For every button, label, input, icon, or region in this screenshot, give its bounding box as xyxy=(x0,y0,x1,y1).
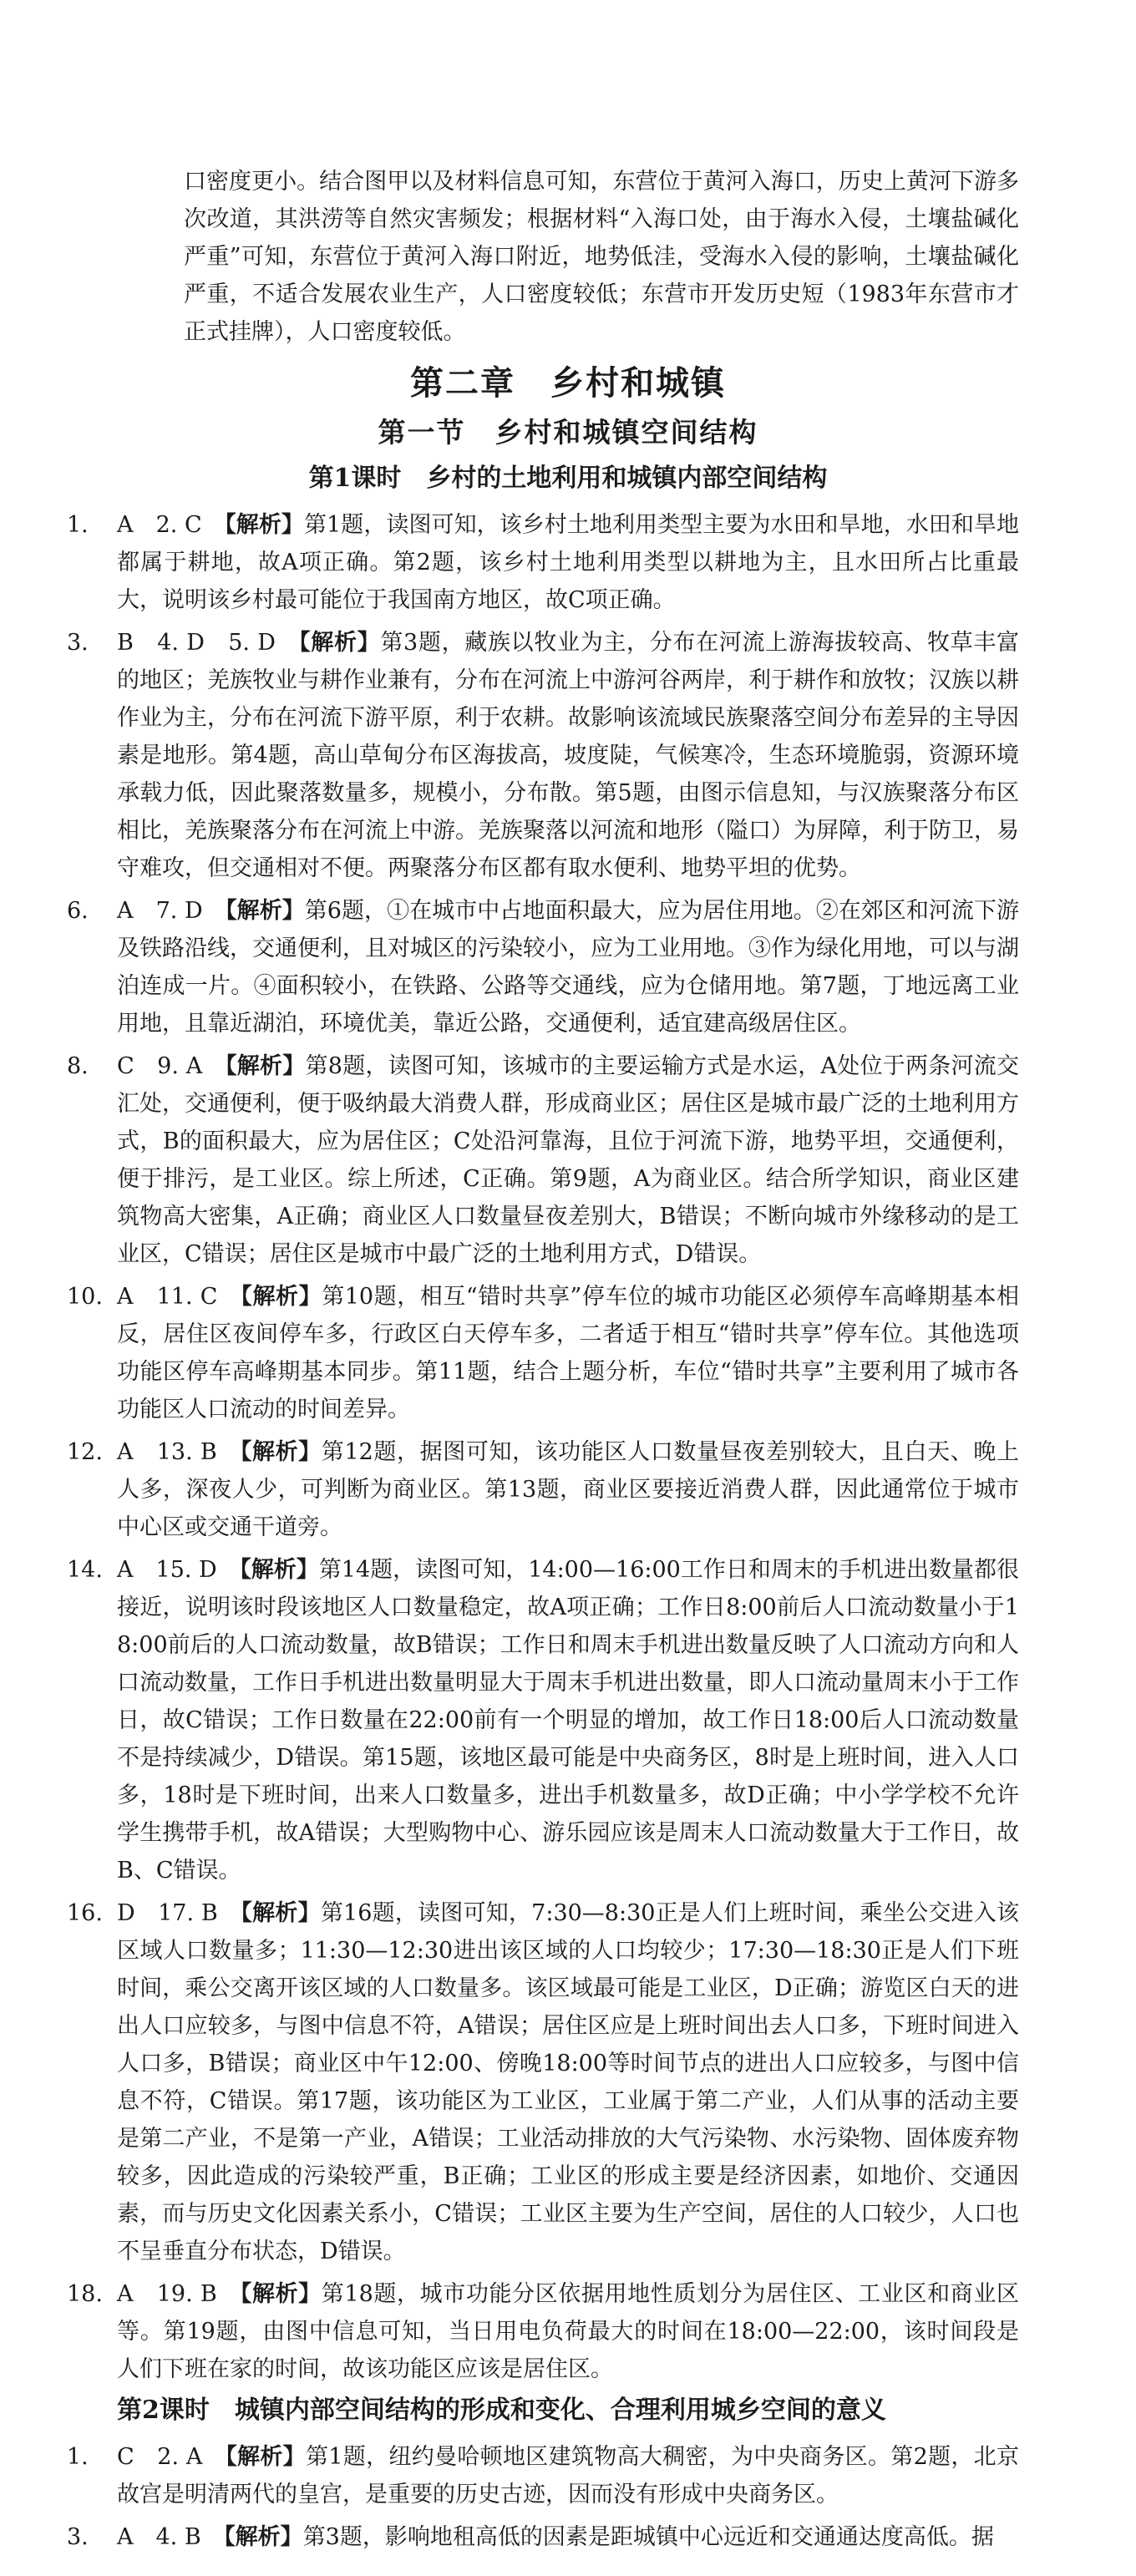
item-explanation: 第1题，读图可知，该乡村土地利用类型主要为水田和旱地，水田和旱地都属于耕地，故A项正确。第2题，该乡村土地利用类型以耕地为主，且水田所占比重最大，说明该乡村最可能位于我国南方地区，故C项正确。 xyxy=(117,512,1019,613)
item-explanation: 第12题，据图可知，该功能区人口数量昼夜差别较大，且白天、晚上人多，深夜人少，可判断为商业区。第13题，商业区要接近消费人群，因此通常位于城市中心区或交通干道旁。 xyxy=(117,1439,1019,1540)
item-number: 18. xyxy=(67,2281,103,2307)
lesson-1-answers xyxy=(67,506,1069,2388)
answer-item xyxy=(67,1047,1069,1273)
item-explanation: 第6题，①在城市中占地面积最大，应为居住用地。②在郊区和河流下游及铁路沿线，交通便利，且对城区的污染较小，应为工业用地。③作为绿化用地，可以与湖泊连成一片。④面积较小，在铁路、公路等交通线，应为仓储用地。第7题，丁地远离工业用地，且靠近湖泊，环境优美，靠近公路，交通便利，适宜建高级居住区。 xyxy=(117,898,1019,1037)
answer-item xyxy=(67,2438,1069,2513)
answer-page xyxy=(0,163,1136,2576)
analysis-tag: 【解析】 xyxy=(213,512,304,538)
item-number: 3. xyxy=(67,630,89,656)
item-explanation: 第10题，相互“错时共享”停车位的城市功能区必须停车高峰期基本相反，居住区夜间停车多，行政区白天停车多，二者适于相互“错时共享”停车位。其他选项功能区停车高峰期基本同步。第11题，结合上题分析，车位“错时共享”主要利用了城市各功能区人口流动的时间差异。 xyxy=(117,1284,1019,1422)
item-number: 8. xyxy=(67,1053,89,1079)
item-explanation: 第1题，纽约曼哈顿地区建筑物高大稠密，为中央商务区。第2题，北京故宫是明清两代的皇宫，是重要的历史古迹，因而没有形成中央商务区。 xyxy=(117,2444,1019,2508)
item-explanation: 第3题，影响地租高低的因素是距城镇中心远近和交通通达度高低。据 xyxy=(302,2524,994,2550)
item-answers: C 2. A xyxy=(117,2444,203,2470)
analysis-tag: 【解析】 xyxy=(214,898,305,924)
item-body xyxy=(117,2518,1069,2556)
item-explanation: 第3题，藏族以牧业为主，分布在河流上游海拔较高、牧草丰富的地区；羌族牧业与耕作业兼有，分布在河流上中游河谷两岸，利于耕作和放牧；汉族以耕作业为主，分布在河流下游平原，利于农耕。故影响该流域民族聚落空间分布差异的主导因素是地形。第4题，高山草甸分布区海拔高，坡度陡，气候寒冷，生态环境脆弱，资源环境承载力低，因此聚落数量多，规模小，分布散。第5题，由图示信息知，与汉族聚落分布区相比，羌族聚落分布在河流上中游。羌族聚落以河流和地形（隘口）为屏障，利于防卫，易守难攻，但交通相对不便。两聚落分布区都有取水便利、地势平坦的优势。 xyxy=(117,630,1019,881)
item-explanation: 第14题，读图可知，14:00—16:00工作日和周末的手机进出数量都很接近，说明该时段该地区人口数量稳定，故A项正确；工作日8:00前后人口流动数量小于18:00前后的人口流动数量，故B错误；工作日和周末手机进出数量反映了人口流动方向和人口流动数量，工作日手机进出数量明显大于周末手机进出数量，即人口流动量周末小于工作日，故C错误；工作日数量在22:00前有一个明显的增加，故工作日18:00后人口流动数量不是持续减少，D错误。第15题，该地区最可能是中央商务区，8时是上班时间，进入人口多，18时是下班时间，出来人口数量多，进出手机数量多，故D正确；中小学学校不允许学生携带手机，故A错误；大型购物中心、游乐园应该是周末人口流动数量大于工作日，故B、C错误。 xyxy=(117,1557,1019,1884)
answer-item xyxy=(67,1433,1069,1546)
item-explanation: 第16题，读图可知，7:30—8:30正是人们上班时间，乘坐公交进入该区域人口数量多；11:30—12:30进出该区域的人口均较少；17:30—18:30正是人们下班时间，乘公交离开该区域的人口数量多。该区域最可能是工业区，D正确；游览区白天的进出人口应较多，与图中信息不符，A错误；居住区应是上班时间出去人口多，下班时间进入人口多，B错误；商业区中午12:00、傍晚18:00等时间节点的进出人口应较多，与图中信息不符，C错误。第17题，该功能区为工业区，工业属于第二产业，人们从事的活动主要是第二产业，不是第一产业，A错误；工业活动排放的大气污染物、水污染物、固体废弃物较多，因此造成的污染较严重，B正确；工业区的形成主要是经济因素，如地价、交通因素，而与历史文化因素关系小，C错误；工业区主要为生产空间，居住的人口较少，人口也不呈垂直分布状态，D错误。 xyxy=(117,1900,1020,2264)
item-number: 12. xyxy=(67,1439,103,1465)
analysis-tag: 【解析】 xyxy=(229,1284,322,1310)
chapter-title: 第二章 乡村和城镇 xyxy=(410,364,726,403)
intro-paragraph: 口密度更小。结合图甲以及材料信息可知，东营位于黄河入海口，历史上黄河下游多次改道，其洪涝等自然灾害频发；根据材料“入海口处，由于海水入侵，土壤盐碱化严重”可知，东营位于黄河入海口附近，地势低洼，受海水入侵的影响，土壤盐碱化严重，不适合发展农业生产，人口密度较低；东营市开发历史短（1983年东营市才正式挂牌），人口密度较低。 xyxy=(184,169,1019,345)
analysis-tag: 【解析】 xyxy=(214,2444,306,2470)
item-body xyxy=(117,1278,1069,1428)
answer-item xyxy=(67,1551,1069,1889)
item-body xyxy=(117,2438,1069,2513)
lesson-1-title: 第1课时 乡村的土地利用和城镇内部空间结构 xyxy=(308,464,828,493)
item-explanation: 第18题，城市功能分区依据用地性质划分为居住区、工业区和商业区等。第19题，由图中信息可知，当日用电负荷最大的时间在18:00—22:00，该时间段是人们下班在家的时间，故该功能区应该是居住区。 xyxy=(117,2281,1019,2382)
item-number: 3. xyxy=(67,2524,89,2550)
answer-item xyxy=(67,2518,1069,2556)
analysis-tag: 【解析】 xyxy=(214,1053,306,1079)
item-body xyxy=(117,624,1069,887)
section-title: 第一节 乡村和城镇空间结构 xyxy=(378,416,758,449)
item-body xyxy=(117,1047,1069,1273)
item-number: 1. xyxy=(67,2444,89,2470)
item-number: 10. xyxy=(67,1284,103,1310)
item-number: 16. xyxy=(67,1900,103,1926)
analysis-tag: 【解析】 xyxy=(228,2281,322,2307)
analysis-tag: 【解析】 xyxy=(228,1557,319,1583)
item-body xyxy=(117,1894,1069,2270)
analysis-tag: 【解析】 xyxy=(212,2524,303,2550)
analysis-tag: 【解析】 xyxy=(229,1900,321,1926)
answer-item xyxy=(67,624,1069,887)
answer-item xyxy=(67,1894,1069,2270)
item-answers: A 13. B xyxy=(117,1439,217,1465)
item-number: 1. xyxy=(67,512,89,538)
item-body xyxy=(117,1433,1069,1546)
item-body xyxy=(117,506,1069,619)
analysis-tag: 【解析】 xyxy=(228,1439,322,1465)
item-answers: C 9. A xyxy=(117,1053,203,1079)
item-answers: A 11. C xyxy=(117,1284,218,1310)
item-body xyxy=(117,892,1069,1042)
item-number: 6. xyxy=(67,898,89,924)
item-body xyxy=(117,2275,1069,2388)
item-answers: B 4. D 5. D xyxy=(117,630,276,656)
item-answers: A 2. C xyxy=(117,512,202,538)
item-answers: A 15. D xyxy=(117,1557,217,1583)
answer-item xyxy=(67,892,1069,1042)
item-explanation: 第8题，读图可知，该城市的主要运输方式是水运，A处位于两条河流交汇处，交通便利，便于吸纳最大消费人群，形成商业区；居住区是城市最广泛的土地利用方式，B的面积最大，应为居住区；C处沿河靠海，且位于河流下游，地势平坦，交通便利，便于排污，是工业区。综上所述，C正确。第9题，A为商业区。结合所学知识，商业区建筑物高大密集，A正确；商业区人口数量昼夜差别大，B错误；不断向城市外缘移动的是工业区，C错误；居住区是城市中最广泛的土地利用方式，D错误。 xyxy=(117,1053,1019,1267)
answer-item xyxy=(67,506,1069,619)
answer-item xyxy=(67,1278,1069,1428)
item-answers: A 7. D xyxy=(117,898,203,924)
item-number: 14. xyxy=(67,1557,103,1583)
item-answers: A 4. B xyxy=(117,2524,201,2550)
analysis-tag: 【解析】 xyxy=(287,630,381,656)
lesson-2-title: 第2课时 城镇内部空间结构的形成和变化、合理利用城乡空间的意义 xyxy=(117,2396,886,2425)
lesson-2-answers xyxy=(67,2438,1069,2556)
item-answers: D 17. B xyxy=(117,1900,218,1926)
answer-item xyxy=(67,2275,1069,2388)
item-answers: A 19. B xyxy=(117,2281,217,2307)
item-body xyxy=(117,1551,1069,1889)
